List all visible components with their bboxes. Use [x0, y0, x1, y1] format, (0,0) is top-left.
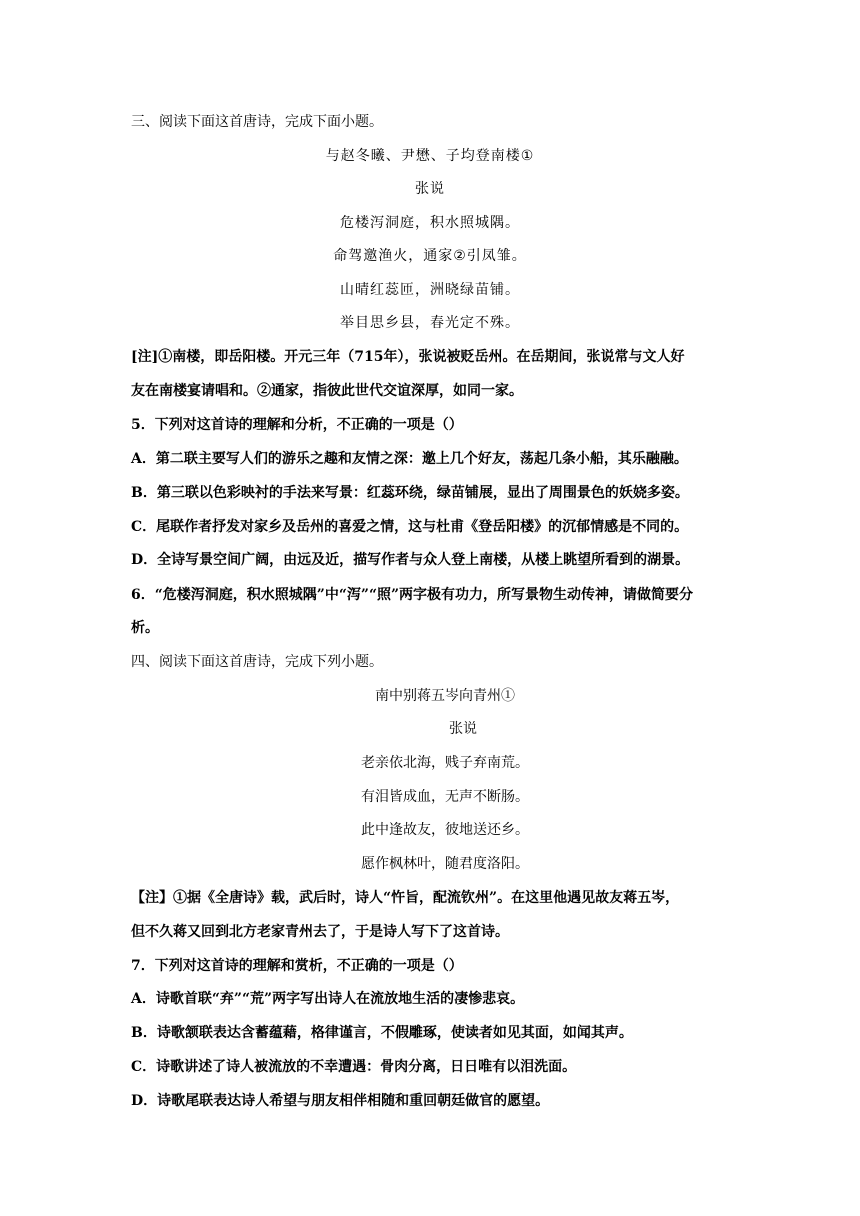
- question-7-option-c: C．诗歌讲述了诗人被流放的不幸遭遇：骨肉分离，日日唯有以泪洗面。: [131, 1059, 577, 1075]
- question-5-option-a: A．第二联主要写人们的游乐之趣和友情之深：邀上几个好友，荡起几条小船，其乐融融。: [131, 451, 688, 467]
- question-5-option-d: D．全诗写景空间广阔，由远及近，描写作者与众人登上南楼，从楼上眺望所看到的湖景。: [131, 552, 690, 568]
- section3-poem-title: 与赵冬曦、尹懋、子均登南楼①: [325, 148, 535, 164]
- section4-poem-line-4: 愿作枫林叶，随君度洛阳。: [361, 856, 529, 872]
- question-5-option-b: B．第三联以色彩映衬的手法来写景：红蕊环绕，绿苗铺展，显出了周围景色的妖娆多姿。: [131, 485, 689, 501]
- section4-poem-title: 南中别蒋五岑向青州①: [375, 688, 515, 704]
- section3-poem-line-2: 命驾邀渔火，通家②引凤雏。: [333, 248, 527, 264]
- section4-note-line-2: 但不久蒋又回到北方老家青州去了，于是诗人写下了这首诗。: [131, 924, 509, 940]
- section4-poem-line-3: 此中逢故友，彼地送还乡。: [361, 822, 529, 838]
- question-7-option-a: A．诗歌首联“弃”“荒”两字写出诗人在流放地生活的凄惨悲哀。: [131, 991, 525, 1007]
- section3-heading: 三、阅读下面这首唐诗，完成下面小题。: [131, 114, 383, 130]
- question-7-option-d: D．诗歌尾联表达诗人希望与朋友相伴相随和重回朝廷做官的愿望。: [131, 1093, 550, 1109]
- section3-poem-line-1: 危楼泻洞庭，积水照城隅。: [340, 215, 520, 231]
- question-7-stem: 7．下列对这首诗的理解和赏析，不正确的一项是（）: [131, 958, 463, 974]
- question-5-stem: 5．下列对这首诗的理解和分析，不正确的一项是（）: [131, 417, 463, 433]
- section4-poem-line-1: 老亲依北海，贱子弃南荒。: [361, 755, 529, 771]
- question-6-line-2: 析。: [131, 620, 159, 636]
- question-6-line-1: 6．“危楼泻洞庭，积水照城隅”中“泻”“照”两字极有功力，所写景物生动传神，请做简要分: [131, 587, 694, 603]
- section4-poem-line-2: 有泪皆成血，无声不断肠。: [361, 789, 529, 805]
- section3-poem-line-4: 举目思乡县，春光定不殊。: [340, 315, 520, 331]
- section3-note-line-2: 友在南楼宴请唱和。②通家，指彼此世代交谊深厚，如同一家。: [131, 383, 523, 399]
- section4-note-line-1: 【注】①据《全唐诗》载，武后时，诗人“忤旨，配流钦州”。在这里他遇见故友蒋五岑，: [131, 890, 680, 906]
- section3-note-line-1: [注]①南楼，即岳阳楼。开元三年（715年），张说被贬岳州。在岳期间，张说常与文人好: [131, 349, 685, 365]
- question-7-option-b: B．诗歌颔联表达含蓄蕴藉，格律谨言，不假雕琢，使读者如见其面，如闻其声。: [131, 1025, 633, 1041]
- question-5-option-c: C．尾联作者抒发对家乡及岳州的喜爱之情，这与杜甫《登岳阳楼》的沉郁情感是不同的。: [131, 519, 689, 535]
- section4-heading: 四、阅读下面这首唐诗，完成下列小题。: [131, 654, 383, 670]
- section3-poem-line-3: 山晴红蕊匝，洲晓绿苗铺。: [340, 282, 520, 298]
- section3-poem-author: 张说: [415, 181, 445, 197]
- section4-poem-author: 张说: [449, 721, 477, 737]
